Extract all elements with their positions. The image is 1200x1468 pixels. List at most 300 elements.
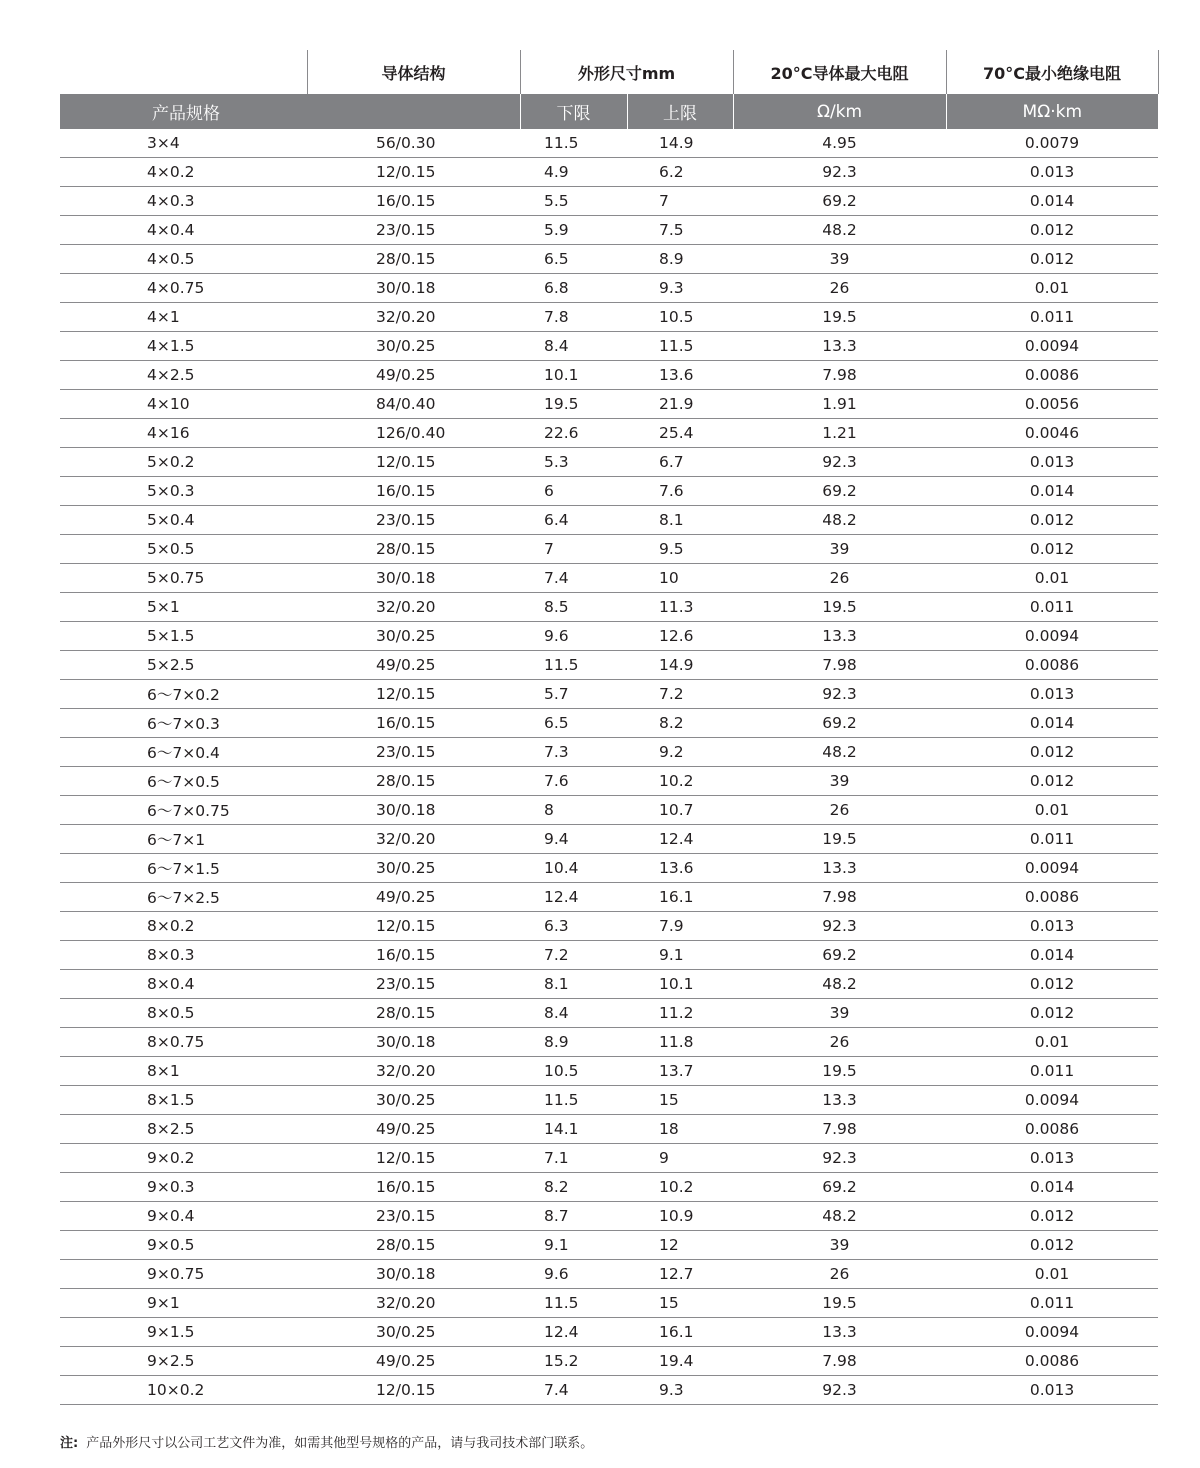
cell-spec: 4×0.3 xyxy=(60,187,307,216)
cell-conductor: 30/0.18 xyxy=(307,1028,520,1057)
footnote xyxy=(60,1432,593,1451)
cell-conductor: 16/0.15 xyxy=(307,187,520,216)
cell-upper: 12 xyxy=(627,1231,733,1260)
cell-conductor: 28/0.15 xyxy=(307,1231,520,1260)
cell-lower: 9.6 xyxy=(520,1260,627,1289)
cell-spec: 6～7×0.4 xyxy=(60,738,307,767)
cell-conductor: 23/0.15 xyxy=(307,216,520,245)
cell-resistance: 1.91 xyxy=(733,390,946,419)
table-row xyxy=(60,477,1158,506)
cell-lower: 8.5 xyxy=(520,593,627,622)
cell-resistance: 48.2 xyxy=(733,506,946,535)
cell-lower: 10.4 xyxy=(520,854,627,883)
cell-conductor: 32/0.20 xyxy=(307,825,520,854)
cell-resistance: 69.2 xyxy=(733,477,946,506)
cell-resistance: 26 xyxy=(733,796,946,825)
table-row xyxy=(60,738,1158,767)
header-row-sub xyxy=(60,94,1158,129)
cell-lower: 11.5 xyxy=(520,651,627,680)
cell-upper: 7.2 xyxy=(627,680,733,709)
cell-upper: 14.9 xyxy=(627,651,733,680)
cell-resistance: 39 xyxy=(733,1231,946,1260)
cell-conductor: 32/0.20 xyxy=(307,1289,520,1318)
cell-upper: 6.7 xyxy=(627,448,733,477)
table-row xyxy=(60,361,1158,390)
table-row xyxy=(60,332,1158,361)
cell-resistance: 69.2 xyxy=(733,1173,946,1202)
cell-conductor: 49/0.25 xyxy=(307,651,520,680)
cell-upper: 10.2 xyxy=(627,767,733,796)
table-row xyxy=(60,1318,1158,1347)
cell-resistance: 92.3 xyxy=(733,1144,946,1173)
cell-lower: 8.4 xyxy=(520,999,627,1028)
cell-conductor: 49/0.25 xyxy=(307,1347,520,1376)
cell-conductor: 12/0.15 xyxy=(307,158,520,187)
cell-resistance: 92.3 xyxy=(733,158,946,187)
cell-lower: 8.4 xyxy=(520,332,627,361)
cell-resistance: 48.2 xyxy=(733,738,946,767)
cell-resistance: 1.21 xyxy=(733,419,946,448)
cell-resistance: 48.2 xyxy=(733,216,946,245)
cell-upper: 13.6 xyxy=(627,361,733,390)
cell-resistance: 69.2 xyxy=(733,941,946,970)
cell-spec: 8×0.75 xyxy=(60,1028,307,1057)
table-row xyxy=(60,709,1158,738)
cell-spec: 4×16 xyxy=(60,419,307,448)
cell-spec: 9×0.2 xyxy=(60,1144,307,1173)
header-upper: 上限 xyxy=(627,94,733,129)
table-row xyxy=(60,622,1158,651)
table-row xyxy=(60,1202,1158,1231)
cell-upper: 19.4 xyxy=(627,1347,733,1376)
cell-insulation: 0.014 xyxy=(946,187,1158,216)
cell-upper: 10 xyxy=(627,564,733,593)
cell-upper: 11.3 xyxy=(627,593,733,622)
cell-lower: 4.9 xyxy=(520,158,627,187)
table-row xyxy=(60,1028,1158,1057)
cell-conductor: 56/0.30 xyxy=(307,129,520,158)
cell-lower: 8.1 xyxy=(520,970,627,999)
cell-resistance: 7.98 xyxy=(733,651,946,680)
cell-lower: 10.1 xyxy=(520,361,627,390)
cell-conductor: 49/0.25 xyxy=(307,361,520,390)
cell-resistance: 19.5 xyxy=(733,825,946,854)
cell-insulation: 0.014 xyxy=(946,941,1158,970)
table-row xyxy=(60,999,1158,1028)
header-resistance-unit: Ω/km xyxy=(733,94,946,129)
cell-upper: 10.9 xyxy=(627,1202,733,1231)
cell-insulation: 0.01 xyxy=(946,564,1158,593)
cell-spec: 5×0.4 xyxy=(60,506,307,535)
cell-lower: 9.1 xyxy=(520,1231,627,1260)
cell-spec: 5×0.5 xyxy=(60,535,307,564)
cell-insulation: 0.011 xyxy=(946,593,1158,622)
cell-upper: 9.3 xyxy=(627,274,733,303)
cell-spec: 5×2.5 xyxy=(60,651,307,680)
cell-resistance: 39 xyxy=(733,767,946,796)
cell-upper: 13.6 xyxy=(627,854,733,883)
table-row xyxy=(60,1347,1158,1376)
cell-spec: 9×1 xyxy=(60,1289,307,1318)
cell-conductor: 30/0.18 xyxy=(307,1260,520,1289)
cell-conductor: 30/0.25 xyxy=(307,1318,520,1347)
cell-upper: 7 xyxy=(627,187,733,216)
cell-lower: 12.4 xyxy=(520,883,627,912)
cell-resistance: 69.2 xyxy=(733,709,946,738)
table-row xyxy=(60,158,1158,187)
cell-upper: 10.5 xyxy=(627,303,733,332)
cell-insulation: 0.01 xyxy=(946,1028,1158,1057)
cell-upper: 15 xyxy=(627,1289,733,1318)
cell-insulation: 0.0094 xyxy=(946,1086,1158,1115)
header-insulation-unit: MΩ·km xyxy=(946,94,1158,129)
cell-conductor: 32/0.20 xyxy=(307,593,520,622)
cell-lower: 8 xyxy=(520,796,627,825)
cell-spec: 9×2.5 xyxy=(60,1347,307,1376)
table-body xyxy=(60,129,1158,1405)
cell-conductor: 30/0.25 xyxy=(307,622,520,651)
cell-insulation: 0.012 xyxy=(946,999,1158,1028)
cell-spec: 6～7×1.5 xyxy=(60,854,307,883)
cell-lower: 19.5 xyxy=(520,390,627,419)
cell-conductor: 12/0.15 xyxy=(307,680,520,709)
cell-conductor: 16/0.15 xyxy=(307,709,520,738)
cell-insulation: 0.011 xyxy=(946,825,1158,854)
cell-upper: 8.2 xyxy=(627,709,733,738)
cell-lower: 7.2 xyxy=(520,941,627,970)
cell-upper: 11.8 xyxy=(627,1028,733,1057)
cell-resistance: 39 xyxy=(733,535,946,564)
cell-resistance: 19.5 xyxy=(733,303,946,332)
cell-insulation: 0.012 xyxy=(946,970,1158,999)
cell-insulation: 0.0094 xyxy=(946,622,1158,651)
cell-conductor: 12/0.15 xyxy=(307,1376,520,1405)
cell-lower: 10.5 xyxy=(520,1057,627,1086)
cell-insulation: 0.011 xyxy=(946,1289,1158,1318)
cell-upper: 12.4 xyxy=(627,825,733,854)
cell-spec: 8×2.5 xyxy=(60,1115,307,1144)
cell-lower: 6 xyxy=(520,477,627,506)
cell-conductor: 23/0.15 xyxy=(307,506,520,535)
cell-conductor: 32/0.20 xyxy=(307,1057,520,1086)
table-row xyxy=(60,274,1158,303)
cell-lower: 7.6 xyxy=(520,767,627,796)
cell-lower: 8.2 xyxy=(520,1173,627,1202)
footnote-label: 注: xyxy=(60,1436,79,1451)
cell-spec: 8×0.5 xyxy=(60,999,307,1028)
cell-spec: 4×1 xyxy=(60,303,307,332)
table-row xyxy=(60,1173,1158,1202)
cell-insulation: 0.012 xyxy=(946,1202,1158,1231)
header-dimension: 外形尺寸mm xyxy=(520,50,733,94)
table-row xyxy=(60,448,1158,477)
cell-conductor: 30/0.18 xyxy=(307,564,520,593)
cell-conductor: 28/0.15 xyxy=(307,999,520,1028)
cell-resistance: 4.95 xyxy=(733,129,946,158)
cell-conductor: 12/0.15 xyxy=(307,448,520,477)
table-row xyxy=(60,941,1158,970)
cell-spec: 8×0.4 xyxy=(60,970,307,999)
cell-lower: 6.4 xyxy=(520,506,627,535)
cell-resistance: 92.3 xyxy=(733,448,946,477)
cell-conductor: 30/0.18 xyxy=(307,796,520,825)
cell-spec: 5×0.75 xyxy=(60,564,307,593)
cell-spec: 5×1 xyxy=(60,593,307,622)
cell-insulation: 0.0086 xyxy=(946,1115,1158,1144)
header-lower: 下限 xyxy=(520,94,627,129)
table-row xyxy=(60,245,1158,274)
cell-upper: 10.2 xyxy=(627,1173,733,1202)
cell-conductor: 49/0.25 xyxy=(307,883,520,912)
table-row xyxy=(60,535,1158,564)
cell-upper: 7.5 xyxy=(627,216,733,245)
cell-conductor: 16/0.15 xyxy=(307,941,520,970)
cell-resistance: 19.5 xyxy=(733,593,946,622)
cell-resistance: 39 xyxy=(733,999,946,1028)
cell-lower: 9.4 xyxy=(520,825,627,854)
cell-insulation: 0.012 xyxy=(946,216,1158,245)
spec-table xyxy=(60,50,1159,1405)
cell-spec: 3×4 xyxy=(60,129,307,158)
table-row xyxy=(60,854,1158,883)
cell-resistance: 7.98 xyxy=(733,361,946,390)
cell-insulation: 0.0086 xyxy=(946,361,1158,390)
cell-lower: 6.8 xyxy=(520,274,627,303)
cell-resistance: 92.3 xyxy=(733,912,946,941)
cell-spec: 6～7×1 xyxy=(60,825,307,854)
footnote-text: 产品外形尺寸以公司工艺文件为准，如需其他型号规格的产品，请与我司技术部门联系。 xyxy=(86,1436,594,1451)
table-row xyxy=(60,1115,1158,1144)
cell-upper: 11.5 xyxy=(627,332,733,361)
cell-upper: 9 xyxy=(627,1144,733,1173)
cell-lower: 6.5 xyxy=(520,709,627,738)
cell-insulation: 0.012 xyxy=(946,245,1158,274)
cell-resistance: 7.98 xyxy=(733,883,946,912)
table-row xyxy=(60,303,1158,332)
cell-upper: 12.7 xyxy=(627,1260,733,1289)
table-row xyxy=(60,1086,1158,1115)
cell-upper: 18 xyxy=(627,1115,733,1144)
cell-conductor: 12/0.15 xyxy=(307,1144,520,1173)
cell-lower: 7.4 xyxy=(520,564,627,593)
cell-resistance: 13.3 xyxy=(733,1086,946,1115)
cell-insulation: 0.0046 xyxy=(946,419,1158,448)
cell-insulation: 0.01 xyxy=(946,274,1158,303)
cell-lower: 5.3 xyxy=(520,448,627,477)
cell-insulation: 0.013 xyxy=(946,912,1158,941)
cell-conductor: 16/0.15 xyxy=(307,1173,520,1202)
cell-upper: 12.6 xyxy=(627,622,733,651)
cell-spec: 9×1.5 xyxy=(60,1318,307,1347)
cell-lower: 8.9 xyxy=(520,1028,627,1057)
cell-insulation: 0.0086 xyxy=(946,651,1158,680)
cell-resistance: 19.5 xyxy=(733,1289,946,1318)
cell-conductor: 23/0.15 xyxy=(307,970,520,999)
cell-lower: 7.1 xyxy=(520,1144,627,1173)
cell-insulation: 0.014 xyxy=(946,709,1158,738)
cell-upper: 8.1 xyxy=(627,506,733,535)
cell-upper: 11.2 xyxy=(627,999,733,1028)
cell-insulation: 0.012 xyxy=(946,767,1158,796)
cell-resistance: 92.3 xyxy=(733,1376,946,1405)
cell-upper: 14.9 xyxy=(627,129,733,158)
cell-lower: 14.1 xyxy=(520,1115,627,1144)
cell-upper: 10.7 xyxy=(627,796,733,825)
cell-conductor: 28/0.15 xyxy=(307,535,520,564)
table-row xyxy=(60,187,1158,216)
header-row-top xyxy=(60,50,1158,94)
cell-spec: 8×0.2 xyxy=(60,912,307,941)
cell-lower: 11.5 xyxy=(520,1086,627,1115)
cell-insulation: 0.013 xyxy=(946,448,1158,477)
cell-insulation: 0.014 xyxy=(946,1173,1158,1202)
cell-lower: 5.7 xyxy=(520,680,627,709)
cell-upper: 25.4 xyxy=(627,419,733,448)
cell-spec: 8×1 xyxy=(60,1057,307,1086)
cell-upper: 16.1 xyxy=(627,883,733,912)
table-row xyxy=(60,506,1158,535)
cell-upper: 8.9 xyxy=(627,245,733,274)
cell-resistance: 13.3 xyxy=(733,1318,946,1347)
table-row xyxy=(60,1260,1158,1289)
cell-lower: 15.2 xyxy=(520,1347,627,1376)
cell-resistance: 13.3 xyxy=(733,622,946,651)
cell-insulation: 0.0094 xyxy=(946,1318,1158,1347)
cell-spec: 4×0.4 xyxy=(60,216,307,245)
cell-lower: 7 xyxy=(520,535,627,564)
cell-spec: 5×0.3 xyxy=(60,477,307,506)
table-row xyxy=(60,883,1158,912)
cell-spec: 9×0.75 xyxy=(60,1260,307,1289)
table-row xyxy=(60,1144,1158,1173)
cell-spec: 6～7×0.5 xyxy=(60,767,307,796)
cell-insulation: 0.0086 xyxy=(946,1347,1158,1376)
cell-resistance: 26 xyxy=(733,564,946,593)
cell-insulation: 0.0056 xyxy=(946,390,1158,419)
cell-conductor: 30/0.18 xyxy=(307,274,520,303)
cell-lower: 5.9 xyxy=(520,216,627,245)
cell-lower: 7.4 xyxy=(520,1376,627,1405)
table-row xyxy=(60,680,1158,709)
cell-resistance: 19.5 xyxy=(733,1057,946,1086)
cell-insulation: 0.013 xyxy=(946,1376,1158,1405)
header-spec-blank xyxy=(60,50,307,94)
cell-resistance: 7.98 xyxy=(733,1347,946,1376)
cell-spec: 6～7×0.75 xyxy=(60,796,307,825)
table-row xyxy=(60,216,1158,245)
cell-conductor: 28/0.15 xyxy=(307,767,520,796)
cell-insulation: 0.0086 xyxy=(946,883,1158,912)
cell-insulation: 0.011 xyxy=(946,303,1158,332)
cell-upper: 10.1 xyxy=(627,970,733,999)
cell-upper: 6.2 xyxy=(627,158,733,187)
cell-upper: 9.5 xyxy=(627,535,733,564)
cell-conductor: 30/0.25 xyxy=(307,332,520,361)
cell-resistance: 13.3 xyxy=(733,332,946,361)
header-conductor: 导体结构 xyxy=(307,50,520,94)
cell-upper: 9.3 xyxy=(627,1376,733,1405)
cell-lower: 9.6 xyxy=(520,622,627,651)
header-insulation: 70°C最小绝缘电阻 xyxy=(946,50,1158,94)
cell-conductor: 30/0.25 xyxy=(307,1086,520,1115)
cell-lower: 12.4 xyxy=(520,1318,627,1347)
cell-resistance: 26 xyxy=(733,1260,946,1289)
header-resistance: 20°C导体最大电阻 xyxy=(733,50,946,94)
table-row xyxy=(60,390,1158,419)
cell-spec: 4×0.2 xyxy=(60,158,307,187)
cell-lower: 22.6 xyxy=(520,419,627,448)
table-row xyxy=(60,651,1158,680)
spec-table-container xyxy=(60,50,1158,1405)
cell-insulation: 0.012 xyxy=(946,535,1158,564)
cell-insulation: 0.013 xyxy=(946,158,1158,187)
cell-spec: 9×0.3 xyxy=(60,1173,307,1202)
cell-spec: 4×0.75 xyxy=(60,274,307,303)
cell-spec: 5×1.5 xyxy=(60,622,307,651)
cell-conductor: 23/0.15 xyxy=(307,738,520,767)
cell-resistance: 26 xyxy=(733,274,946,303)
cell-conductor: 16/0.15 xyxy=(307,477,520,506)
cell-lower: 6.3 xyxy=(520,912,627,941)
cell-insulation: 0.013 xyxy=(946,1144,1158,1173)
table-row xyxy=(60,1231,1158,1260)
cell-resistance: 48.2 xyxy=(733,1202,946,1231)
cell-spec: 6～7×0.3 xyxy=(60,709,307,738)
cell-lower: 11.5 xyxy=(520,129,627,158)
table-row xyxy=(60,593,1158,622)
cell-spec: 8×0.3 xyxy=(60,941,307,970)
cell-insulation: 0.01 xyxy=(946,1260,1158,1289)
table-row xyxy=(60,970,1158,999)
cell-insulation: 0.014 xyxy=(946,477,1158,506)
cell-conductor: 84/0.40 xyxy=(307,390,520,419)
cell-spec: 4×1.5 xyxy=(60,332,307,361)
table-row xyxy=(60,1289,1158,1318)
cell-resistance: 13.3 xyxy=(733,854,946,883)
cell-resistance: 69.2 xyxy=(733,187,946,216)
cell-upper: 9.1 xyxy=(627,941,733,970)
cell-resistance: 48.2 xyxy=(733,970,946,999)
cell-spec: 4×2.5 xyxy=(60,361,307,390)
cell-conductor: 28/0.15 xyxy=(307,245,520,274)
cell-insulation: 0.01 xyxy=(946,796,1158,825)
cell-spec: 4×10 xyxy=(60,390,307,419)
cell-upper: 21.9 xyxy=(627,390,733,419)
cell-upper: 13.7 xyxy=(627,1057,733,1086)
cell-lower: 8.7 xyxy=(520,1202,627,1231)
cell-insulation: 0.0079 xyxy=(946,129,1158,158)
cell-spec: 6～7×2.5 xyxy=(60,883,307,912)
table-row xyxy=(60,1376,1158,1405)
cell-spec: 10×0.2 xyxy=(60,1376,307,1405)
cell-upper: 7.9 xyxy=(627,912,733,941)
cell-insulation: 0.012 xyxy=(946,738,1158,767)
table-row xyxy=(60,796,1158,825)
cell-upper: 16.1 xyxy=(627,1318,733,1347)
cell-resistance: 26 xyxy=(733,1028,946,1057)
cell-resistance: 7.98 xyxy=(733,1115,946,1144)
cell-lower: 7.8 xyxy=(520,303,627,332)
table-row xyxy=(60,767,1158,796)
cell-resistance: 39 xyxy=(733,245,946,274)
cell-upper: 7.6 xyxy=(627,477,733,506)
cell-conductor: 32/0.20 xyxy=(307,303,520,332)
cell-spec: 9×0.5 xyxy=(60,1231,307,1260)
table-row xyxy=(60,1057,1158,1086)
cell-lower: 7.3 xyxy=(520,738,627,767)
cell-spec: 4×0.5 xyxy=(60,245,307,274)
cell-insulation: 0.0094 xyxy=(946,332,1158,361)
